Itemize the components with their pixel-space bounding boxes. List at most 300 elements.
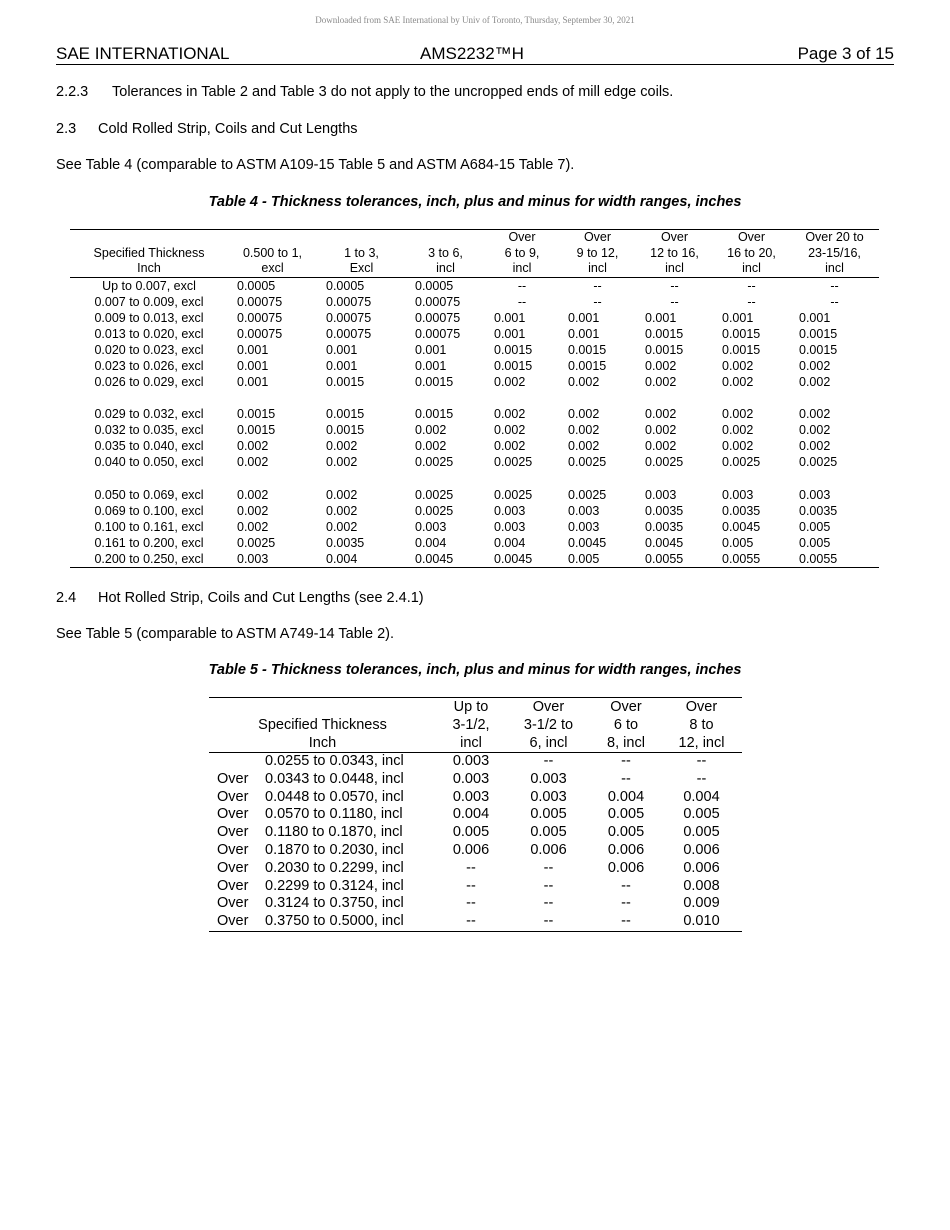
header-line bbox=[70, 230, 228, 246]
tolerance-cell: 0.003 bbox=[645, 487, 677, 502]
over-qualifier-cell: Over bbox=[217, 841, 249, 858]
tolerance-cell: 0.00075 bbox=[237, 326, 283, 341]
tolerance-cell: 0.002 bbox=[568, 439, 600, 454]
header-line: 3-1/2, bbox=[452, 717, 490, 733]
tolerance-cell: 0.008 bbox=[683, 877, 720, 894]
tolerance-cell: 0.0025 bbox=[415, 487, 454, 502]
thickness-range-cell: 0.032 to 0.035, excl bbox=[94, 423, 204, 438]
header-line: Inch bbox=[137, 261, 161, 275]
table-row bbox=[209, 806, 742, 824]
tolerance-cell: 0.005 bbox=[683, 824, 720, 841]
table4 bbox=[70, 229, 879, 568]
table4-reference: See Table 4 (comparable to ASTM A109-15 Table 5 and ASTM A684-15 Table 7). bbox=[56, 157, 575, 173]
tolerance-cell: 0.0025 bbox=[568, 455, 607, 470]
header-line: incl bbox=[512, 261, 532, 275]
tolerance-cell: 0.005 bbox=[452, 824, 490, 841]
tolerance-cell: 0.005 bbox=[607, 806, 645, 823]
tolerance-cell: 0.002 bbox=[326, 455, 358, 470]
tolerance-cell: 0.006 bbox=[530, 841, 567, 858]
thickness-range-cell: 0.1180 to 0.1870, incl bbox=[265, 824, 403, 841]
table4-group-spacer bbox=[70, 471, 879, 487]
tolerance-cell: 0.003 bbox=[530, 770, 567, 787]
tolerance-cell: 0.002 bbox=[326, 487, 358, 502]
header-line bbox=[228, 230, 317, 246]
header-line: 0.500 to 1, bbox=[242, 245, 303, 260]
tolerance-cell: 0.00075 bbox=[415, 310, 461, 325]
tolerance-cell: 0.003 bbox=[799, 487, 831, 502]
header-line: incl bbox=[665, 261, 684, 275]
table-row bbox=[209, 753, 742, 771]
tolerance-cell: 0.006 bbox=[607, 841, 645, 858]
header-line: 8, incl bbox=[607, 735, 645, 751]
tolerance-cell: 0.001 bbox=[722, 310, 754, 325]
over-qualifier-cell: Over bbox=[217, 895, 249, 912]
tolerance-cell: 0.002 bbox=[799, 439, 831, 454]
header-line: 3 to 6, bbox=[428, 245, 463, 260]
tolerance-cell: 0.0015 bbox=[237, 423, 276, 438]
tolerance-cell: 0.005 bbox=[530, 824, 567, 841]
tolerance-cell: 0.0015 bbox=[568, 358, 607, 373]
header-line: Inch bbox=[308, 735, 337, 751]
tolerance-cell: 0.001 bbox=[494, 326, 526, 341]
tolerance-cell: 0.005 bbox=[607, 824, 645, 841]
tolerance-cell: 0.003 bbox=[452, 753, 490, 769]
header-line bbox=[317, 230, 406, 246]
paragraph-text: Tolerances in Table 2 and Table 3 do not apply to the uncropped ends of mill edge coils. bbox=[112, 84, 674, 100]
header-line bbox=[406, 230, 485, 246]
tolerance-cell: -- bbox=[466, 913, 476, 930]
tolerance-cell: 0.00075 bbox=[326, 294, 372, 309]
tolerance-cell: 0.0045 bbox=[722, 519, 761, 534]
header-line: incl bbox=[588, 261, 607, 275]
tolerance-cell: 0.002 bbox=[326, 503, 358, 518]
heading-2-3 bbox=[56, 121, 358, 137]
thickness-range-cell: 0.2030 to 0.2299, incl bbox=[265, 859, 404, 876]
thickness-range-cell: 0.200 to 0.250, excl bbox=[94, 551, 204, 566]
tolerance-cell: -- bbox=[621, 877, 631, 894]
tolerance-cell: 0.0025 bbox=[722, 455, 761, 470]
header-line: Over bbox=[660, 230, 689, 244]
tolerance-cell: 0.002 bbox=[568, 407, 600, 422]
tolerance-cell: 0.005 bbox=[530, 806, 567, 823]
tolerance-cell: 0.0015 bbox=[326, 375, 365, 390]
tolerance-cell: 0.002 bbox=[237, 487, 269, 502]
thickness-range-cell: 0.3750 to 0.5000, incl bbox=[265, 913, 404, 930]
tolerance-cell: -- bbox=[830, 294, 839, 309]
tolerance-cell: 0.001 bbox=[237, 358, 269, 373]
tolerance-cell: 0.0015 bbox=[568, 342, 607, 357]
tolerance-cell: 0.002 bbox=[237, 503, 269, 518]
tolerance-cell: 0.0025 bbox=[415, 455, 454, 470]
tolerance-cell: 0.0005 bbox=[415, 278, 454, 293]
table-row bbox=[70, 310, 879, 326]
tolerance-cell: 0.005 bbox=[799, 535, 831, 550]
table-row bbox=[70, 535, 879, 551]
tolerance-cell: 0.003 bbox=[494, 503, 526, 518]
header-organization: SAE INTERNATIONAL bbox=[56, 44, 230, 63]
table5-header-row bbox=[209, 698, 742, 753]
tolerance-cell: 0.0025 bbox=[568, 487, 607, 502]
tolerance-cell: 0.0015 bbox=[326, 423, 365, 438]
tolerance-cell: 0.0055 bbox=[645, 551, 684, 566]
tolerance-cell: -- bbox=[830, 278, 839, 293]
header-line: incl bbox=[460, 735, 482, 751]
table4-column-header bbox=[70, 230, 228, 278]
tolerance-cell: 0.003 bbox=[568, 503, 600, 518]
tolerance-cell: 0.0015 bbox=[494, 358, 533, 373]
tolerance-cell: 0.001 bbox=[237, 375, 269, 390]
header-line: Specified Thickness bbox=[258, 717, 387, 733]
download-watermark: Downloaded from SAE International by Univ of Toronto, Thursday, September 30, 2021 bbox=[315, 15, 635, 25]
header-line: 6 to bbox=[613, 717, 639, 733]
tolerance-cell: 0.0015 bbox=[494, 342, 533, 357]
table-row bbox=[209, 895, 742, 913]
table4-column-header bbox=[713, 230, 790, 278]
tolerance-cell: 0.001 bbox=[415, 358, 447, 373]
table5 bbox=[209, 697, 742, 932]
tolerance-cell: 0.002 bbox=[645, 358, 677, 373]
table-row bbox=[70, 326, 879, 342]
tolerance-cell: 0.003 bbox=[494, 519, 526, 534]
tolerance-cell: -- bbox=[621, 895, 631, 912]
header-line: 12 to 16, bbox=[650, 245, 699, 260]
header-line: 12, incl bbox=[678, 735, 725, 751]
tolerance-cell: 0.002 bbox=[722, 439, 754, 454]
tolerance-cell: 0.0025 bbox=[494, 487, 533, 502]
header-line: 6 to 9, bbox=[504, 245, 540, 260]
header-line: 3-1/2 to bbox=[523, 717, 574, 733]
thickness-range-cell: 0.3124 to 0.3750, incl bbox=[265, 895, 404, 912]
thickness-range-cell: 0.009 to 0.013, excl bbox=[94, 310, 204, 325]
thickness-range-cell: 0.029 to 0.032, excl bbox=[94, 407, 204, 422]
header-line: 8 to bbox=[689, 717, 714, 733]
thickness-range-cell: 0.1870 to 0.2030, incl bbox=[265, 841, 404, 858]
section-number: 2.3 bbox=[56, 121, 77, 137]
tolerance-cell: 0.00075 bbox=[415, 326, 461, 341]
header-line: excl bbox=[261, 261, 284, 275]
thickness-range-cell: 0.069 to 0.100, excl bbox=[94, 503, 204, 518]
tolerance-cell: 0.0015 bbox=[722, 342, 761, 357]
tolerance-cell: -- bbox=[466, 895, 476, 912]
tolerance-cell: 0.004 bbox=[494, 535, 526, 550]
table-row bbox=[70, 438, 879, 454]
thickness-range-cell: 0.007 to 0.009, excl bbox=[94, 294, 204, 309]
tolerance-cell: 0.002 bbox=[722, 358, 754, 373]
tolerance-cell: 0.004 bbox=[683, 788, 720, 805]
thickness-range-cell: 0.161 to 0.200, excl bbox=[94, 535, 204, 550]
tolerance-cell: 0.002 bbox=[799, 407, 831, 422]
paragraph-2-2-3 bbox=[56, 84, 673, 100]
tolerance-cell: 0.002 bbox=[568, 375, 600, 390]
tolerance-cell: 0.002 bbox=[326, 439, 358, 454]
tolerance-cell: 0.0015 bbox=[415, 407, 454, 422]
tolerance-cell: 0.00075 bbox=[237, 294, 283, 309]
table4-column-header bbox=[228, 230, 317, 278]
tolerance-cell: 0.0005 bbox=[326, 278, 365, 293]
tolerance-cell: -- bbox=[543, 895, 554, 912]
table-row bbox=[70, 406, 879, 422]
tolerance-cell: 0.0035 bbox=[645, 503, 684, 518]
tolerance-cell: -- bbox=[747, 278, 756, 293]
tolerance-cell: 0.0045 bbox=[645, 535, 684, 550]
tolerance-cell: 0.0055 bbox=[722, 551, 761, 566]
header-line: Specified Thickness bbox=[93, 245, 205, 260]
table-row bbox=[70, 551, 879, 568]
table-row bbox=[70, 294, 879, 310]
table4-column-header bbox=[317, 230, 406, 278]
header-line: 1 to 3, bbox=[344, 245, 379, 260]
over-qualifier-cell: Over bbox=[217, 859, 249, 876]
tolerance-cell: 0.0015 bbox=[645, 326, 684, 341]
table5-caption: Table 5 - Thickness tolerances, inch, plus and minus for width ranges, inches bbox=[208, 662, 742, 678]
header-line: Over bbox=[737, 230, 766, 244]
tolerance-cell: 0.002 bbox=[799, 358, 831, 373]
over-qualifier-cell: Over bbox=[217, 824, 249, 841]
tolerance-cell: 0.003 bbox=[237, 551, 269, 566]
tolerance-cell: -- bbox=[517, 294, 527, 309]
tolerance-cell: 0.001 bbox=[326, 358, 358, 373]
tolerance-cell: -- bbox=[543, 753, 554, 769]
table5-column-header bbox=[591, 698, 661, 753]
tolerance-cell: 0.0015 bbox=[645, 342, 684, 357]
tolerance-cell: 0.0025 bbox=[645, 455, 684, 470]
tolerance-cell: 0.002 bbox=[494, 375, 526, 390]
table5-column-header bbox=[436, 698, 506, 753]
over-qualifier-cell: Over bbox=[217, 770, 249, 787]
tolerance-cell: 0.002 bbox=[494, 439, 526, 454]
table-row bbox=[70, 422, 879, 438]
tolerance-cell: 0.005 bbox=[568, 551, 600, 566]
table4-column-header bbox=[636, 230, 713, 278]
tolerance-cell: 0.0015 bbox=[722, 326, 761, 341]
table-row bbox=[70, 277, 879, 294]
tolerance-cell: 0.002 bbox=[237, 455, 269, 470]
tolerance-cell: -- bbox=[621, 753, 631, 769]
tolerance-cell: 0.002 bbox=[568, 423, 600, 438]
tolerance-cell: 0.00075 bbox=[237, 310, 283, 325]
tolerance-cell: 0.0025 bbox=[494, 455, 533, 470]
tolerance-cell: 0.006 bbox=[683, 859, 720, 876]
table-row bbox=[209, 913, 742, 931]
tolerance-cell: 0.0025 bbox=[237, 535, 276, 550]
over-qualifier-cell: Over bbox=[217, 877, 249, 894]
tolerance-cell: 0.006 bbox=[607, 859, 645, 876]
tolerance-cell: 0.002 bbox=[722, 407, 754, 422]
tolerance-cell: 0.002 bbox=[799, 375, 831, 390]
table-row bbox=[70, 374, 879, 390]
thickness-range-cell: 0.2299 to 0.3124, incl bbox=[265, 877, 404, 894]
header-line: Over bbox=[532, 699, 565, 715]
table-row bbox=[209, 842, 742, 860]
thickness-range-cell: 0.040 to 0.050, excl bbox=[94, 455, 204, 470]
thickness-range-cell: 0.013 to 0.020, excl bbox=[94, 326, 204, 341]
thickness-range-cell: 0.100 to 0.161, excl bbox=[94, 519, 204, 534]
header-line: incl bbox=[436, 261, 455, 275]
table5-column-header bbox=[209, 698, 436, 753]
header-line: Excl bbox=[349, 261, 374, 275]
thickness-range-cell: 0.023 to 0.026, excl bbox=[94, 358, 204, 373]
table4-column-header bbox=[790, 230, 879, 278]
tolerance-cell: 0.009 bbox=[683, 895, 720, 912]
tolerance-cell: 0.002 bbox=[722, 375, 754, 390]
thickness-range-cell: Up to 0.007, excl bbox=[102, 278, 196, 293]
tolerance-cell: 0.0045 bbox=[415, 551, 454, 566]
table-row bbox=[209, 860, 742, 878]
thickness-range-cell: 0.0255 to 0.0343, incl bbox=[265, 753, 404, 769]
tolerance-cell: 0.001 bbox=[494, 310, 526, 325]
table-row bbox=[70, 342, 879, 358]
tolerance-cell: 0.002 bbox=[326, 519, 358, 534]
header-line: 16 to 20, bbox=[727, 245, 776, 260]
table-row bbox=[70, 519, 879, 535]
tolerance-cell: -- bbox=[543, 877, 554, 894]
tolerance-cell: 0.0015 bbox=[326, 407, 365, 422]
tolerance-cell: -- bbox=[593, 278, 602, 293]
tolerance-cell: 0.00075 bbox=[326, 326, 372, 341]
tolerance-cell: 0.002 bbox=[645, 423, 677, 438]
table4-column-header bbox=[406, 230, 485, 278]
header-line: 23-15/16, bbox=[808, 245, 861, 260]
thickness-range-cell: 0.0343 to 0.0448, incl bbox=[265, 770, 404, 787]
tolerance-cell: -- bbox=[593, 294, 602, 309]
heading-2-4 bbox=[56, 590, 424, 606]
tolerance-cell: -- bbox=[466, 859, 476, 876]
tolerance-cell: 0.001 bbox=[415, 342, 447, 357]
tolerance-cell: 0.004 bbox=[452, 806, 490, 823]
header-line: incl bbox=[742, 261, 761, 275]
section-title: Cold Rolled Strip, Coils and Cut Lengths bbox=[98, 121, 358, 137]
table4-column-header bbox=[559, 230, 636, 278]
tolerance-cell: -- bbox=[543, 913, 554, 930]
tolerance-cell: 0.002 bbox=[645, 439, 677, 454]
tolerance-cell: 0.0035 bbox=[722, 503, 761, 518]
thickness-range-cell: 0.0570 to 0.1180, incl bbox=[265, 806, 403, 823]
thickness-range-cell: 0.050 to 0.069, excl bbox=[94, 487, 204, 502]
tolerance-cell: 0.0035 bbox=[645, 519, 684, 534]
tolerance-cell: 0.001 bbox=[799, 310, 831, 325]
tolerance-cell: -- bbox=[696, 753, 707, 769]
tolerance-cell: 0.0035 bbox=[326, 535, 365, 550]
tolerance-cell: 0.006 bbox=[683, 841, 720, 858]
thickness-range-cell: 0.0448 to 0.0570, incl bbox=[265, 788, 404, 805]
tolerance-cell: -- bbox=[466, 877, 476, 894]
tolerance-cell: -- bbox=[543, 859, 554, 876]
header-line bbox=[209, 698, 436, 716]
header-line: incl bbox=[825, 261, 844, 275]
tolerance-cell: 0.002 bbox=[722, 423, 754, 438]
tolerance-cell: 0.002 bbox=[494, 407, 526, 422]
tolerance-cell: 0.004 bbox=[415, 535, 447, 550]
section-number: 2.2.3 bbox=[56, 84, 89, 100]
table-row bbox=[70, 487, 879, 503]
tolerance-cell: 0.0005 bbox=[237, 278, 276, 293]
tolerance-cell: 0.0045 bbox=[568, 535, 607, 550]
tolerance-cell: 0.001 bbox=[568, 326, 600, 341]
section-title: Hot Rolled Strip, Coils and Cut Lengths (see 2.4.1) bbox=[98, 590, 424, 606]
table-row bbox=[209, 789, 742, 807]
page-header bbox=[56, 44, 894, 65]
header-line: Over bbox=[685, 699, 718, 715]
tolerance-cell: -- bbox=[696, 770, 707, 787]
over-qualifier-cell: Over bbox=[217, 806, 249, 823]
tolerance-cell: 0.002 bbox=[494, 423, 526, 438]
header-line: Over bbox=[508, 230, 536, 244]
tolerance-cell: 0.003 bbox=[568, 519, 600, 534]
section-number: 2.4 bbox=[56, 590, 77, 606]
table-row bbox=[209, 771, 742, 789]
tolerance-cell: 0.0035 bbox=[799, 503, 838, 518]
tolerance-cell: 0.0015 bbox=[237, 407, 276, 422]
header-line: Up to bbox=[453, 699, 489, 715]
header-line: Over 20 to bbox=[805, 230, 864, 244]
header-line: Over bbox=[583, 230, 612, 244]
table4-header-row bbox=[70, 230, 879, 278]
tolerance-cell: -- bbox=[670, 278, 679, 293]
tolerance-cell: 0.0015 bbox=[415, 375, 454, 390]
tolerance-cell: 0.002 bbox=[799, 423, 831, 438]
tolerance-cell: 0.002 bbox=[645, 375, 677, 390]
table-row bbox=[209, 878, 742, 896]
tolerance-cell: 0.002 bbox=[415, 439, 447, 454]
table-row bbox=[70, 454, 879, 470]
tolerance-cell: 0.003 bbox=[452, 770, 490, 787]
tolerance-cell: 0.002 bbox=[645, 407, 677, 422]
tolerance-cell: 0.00075 bbox=[415, 294, 461, 309]
tolerance-cell: 0.001 bbox=[237, 342, 269, 357]
thickness-range-cell: 0.026 to 0.029, excl bbox=[94, 375, 204, 390]
thickness-range-cell: 0.035 to 0.040, excl bbox=[94, 439, 204, 454]
tolerance-cell: -- bbox=[621, 913, 631, 930]
tolerance-cell: 0.003 bbox=[722, 487, 754, 502]
tolerance-cell: 0.002 bbox=[237, 519, 269, 534]
header-line: Over bbox=[610, 699, 642, 715]
header-document-number: AMS2232™H bbox=[420, 44, 524, 63]
over-qualifier-cell bbox=[209, 753, 265, 771]
header-page-number: Page 3 of 15 bbox=[797, 44, 894, 63]
table-row bbox=[70, 358, 879, 374]
tolerance-cell: 0.010 bbox=[683, 913, 720, 930]
table-row bbox=[209, 824, 742, 842]
tolerance-cell: 0.006 bbox=[452, 841, 490, 858]
tolerance-cell: 0.0055 bbox=[799, 551, 838, 566]
table5-column-header bbox=[661, 698, 742, 753]
tolerance-cell: 0.001 bbox=[326, 342, 358, 357]
tolerance-cell: -- bbox=[747, 294, 756, 309]
tolerance-cell: 0.0045 bbox=[494, 551, 533, 566]
tolerance-cell: 0.005 bbox=[683, 806, 720, 823]
tolerance-cell: 0.005 bbox=[799, 519, 831, 534]
table4-caption: Table 4 - Thickness tolerances, inch, plus and minus for width ranges, inches bbox=[208, 194, 742, 210]
tolerance-cell: 0.0015 bbox=[799, 342, 838, 357]
tolerance-cell: 0.002 bbox=[415, 423, 447, 438]
tolerance-cell: 0.004 bbox=[326, 551, 358, 566]
table5-column-header bbox=[506, 698, 591, 753]
header-line: 6, incl bbox=[529, 735, 568, 751]
tolerance-cell: 0.005 bbox=[722, 535, 754, 550]
tolerance-cell: 0.00075 bbox=[326, 310, 372, 325]
header-line: 9 to 12, bbox=[576, 245, 619, 260]
tolerance-cell: -- bbox=[670, 294, 679, 309]
tolerance-cell: 0.0015 bbox=[799, 326, 838, 341]
tolerance-cell: 0.003 bbox=[452, 788, 490, 805]
tolerance-cell: 0.002 bbox=[237, 439, 269, 454]
table5-reference: See Table 5 (comparable to ASTM A749-14 Table 2). bbox=[56, 626, 395, 642]
table4-group-spacer bbox=[70, 390, 879, 406]
tolerance-cell: 0.0025 bbox=[799, 455, 838, 470]
table-row bbox=[70, 503, 879, 519]
tolerance-cell: 0.001 bbox=[568, 310, 600, 325]
over-qualifier-cell: Over bbox=[217, 788, 249, 805]
